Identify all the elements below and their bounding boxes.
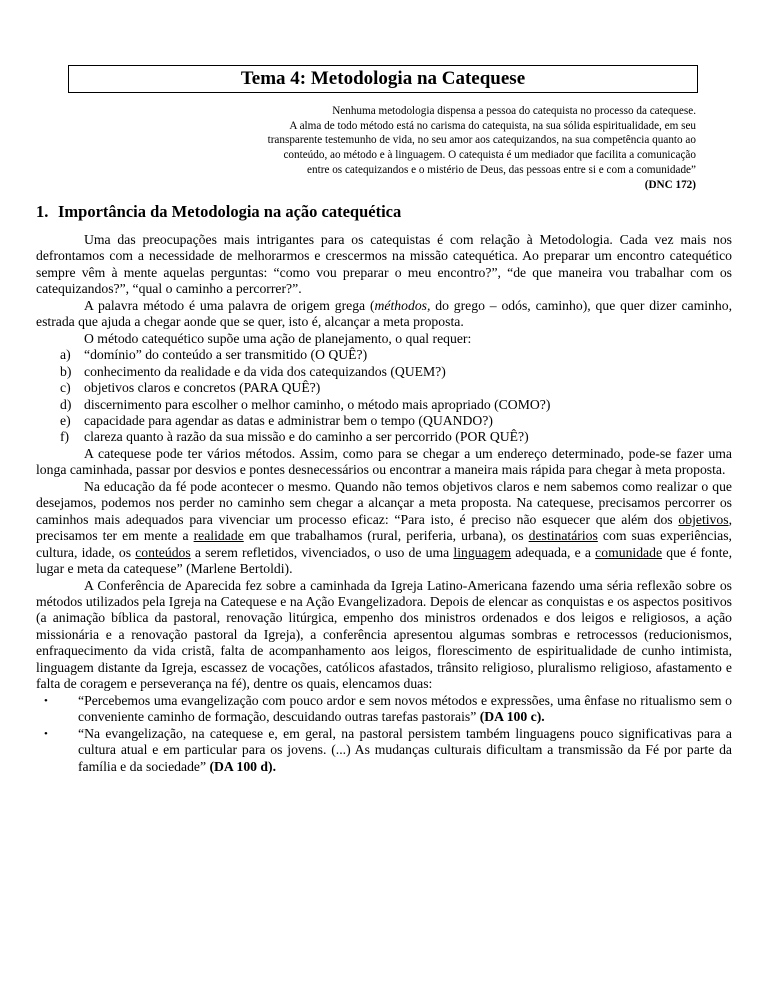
list-label: e) [60,412,71,428]
epigraph-reference: (DNC 172) [644,178,696,191]
list-item [36,380,732,396]
section-heading-text: Importância da Metodologia na ação catequética [58,202,402,221]
paragraph-2-part: A palavra método é uma palavra de origem grega ( [84,297,375,313]
list-label: b) [60,363,72,379]
epigraph-line: entre os catequizandos e o mistério de Deus, das pessoas entre si e com a comunidade” [307,163,696,176]
epigraph-line: transparente testemunho de vida, no seu amor aos catequizandos, na sua competência quanto ao [267,134,696,147]
underlined-term: comunidade [595,544,663,560]
section-heading [36,202,401,222]
section-number: 1. [36,202,49,221]
bullet-icon: • [44,694,48,707]
paragraph-4: A catequese pode ter vários métodos. Assim, como para se chegar a um endereço determinado, pode-se fazer uma longa caminhada, passar por desvios e pontes desnecessários ou encontrar a maneira mais rápida para chegar à meta proposta. [36,445,732,478]
paragraph-5-part: em que trabalhamos (rural, periferia, urbana), os [243,528,529,544]
list-item [36,429,732,445]
requirements-list [36,347,732,446]
underlined-term: destinatários [528,528,598,544]
list-item [36,693,732,726]
paragraph-3: O método catequético supõe uma ação de planejamento, o qual requer: [84,330,472,346]
list-item-text: discernimento para escolher o melhor caminho, o método mais apropriado (COMO?) [84,396,551,412]
quote-text: “Percebemos uma evangelização com pouco ardor e sem novos métodos e expressões, uma ênfase no ritualismo sem o conveniente caminho de formação, descuidando outras tarefas pastorais” [78,692,732,725]
epigraph [176,104,696,192]
list-item-text: “domínio” do conteúdo a ser transmitido (O QUÊ?) [84,347,368,363]
paragraph-5-part: a serem refletidos, vivenciados, o uso de uma [190,544,454,560]
epigraph-line: conteúdo, ao método e à linguagem. O catequista é um mediador que facilita a comunicação [283,149,696,162]
list-item-text: objetivos claros e concretos (PARA QUÊ?) [84,380,321,396]
paragraph-5 [36,479,732,578]
paragraph-6: A Conferência de Aparecida fez sobre a caminhada da Igreja Latino-Americana fazendo uma séria reflexão sobre os métodos utilizados pela Igreja na Catequese e na Ação Evangelizadora. Depois de elencar as conquistas e os aspectos positivos (a animação bíblica da pastoral, renovação litúrgica, empenho dos ministros ordenados e dos leigos e religiosos, a ação missionária e a renovação pastoral da Igreja), a conferência apresentou algumas sombras e retrocessos (reducionismos, enfraquecimento da vida cristã, falta de acompanhamento aos leigos, florescimento de espiritualidade de cunho intimista, linguagem distante da Igreja, escassez de vocações, católicos afastados, trânsito religioso, pluralismo religioso, afastamento e falta de coragem e perseverança na fé), dentre os quais, elencamos duas: [36,577,732,692]
paragraph-5-part: que é fonte, lugar e meta da catequese” (Marlene Bertoldi). [36,544,732,577]
quote-reference: (DA 100 c). [479,709,545,725]
underlined-term: objetivos [678,511,729,527]
paragraph-2 [36,298,732,331]
list-item [36,347,732,363]
list-label: d) [60,396,72,412]
epigraph-line: Nenhuma metodologia dispensa a pessoa do catequista no processo da catequese. [332,105,696,117]
quote-reference: (DA 100 d). [209,758,277,774]
page-title: Tema 4: Metodologia na Catequese [240,68,526,89]
paragraph-5-part: adequada, e a [511,544,596,560]
paragraph-2-part: do grego – odós, caminho), que quer dizer caminho, estrada que ajuda a chegar aonde que se quer, isto é, alcançar a meta proposta. [36,297,732,330]
list-item [36,397,732,413]
list-item [36,726,732,775]
quote-text: “Na evangelização, na catequese e, em geral, na pastoral persistem também linguagens pouco significativas para a cultura atual e em particular para os jovens. (...) As mudanças culturais dificultam a transmissão da Fé por parte da família e da sociedade” [78,725,732,774]
paragraph-5-part: com suas experiências, cultura, idade, os [36,528,732,560]
list-label: c) [60,380,71,396]
underlined-term: realidade [193,528,244,544]
paragraph-2-italic: méthodos, [374,297,431,313]
list-item-text: capacidade para agendar as datas e administrar bem o tempo (QUANDO?) [84,412,493,428]
underlined-term: conteúdos [135,544,191,560]
list-label: f) [60,429,70,445]
epigraph-line: A alma de todo método está no carisma do catequista, na sua sólida espiritualidade, em seu [289,119,696,132]
paragraph-1: Uma das preocupações mais intrigantes para os catequistas é com relação à Metodologia. Cada vez mais nos defrontamos com a necessidade de melhorarmos e crescermos na missão catequética. Ao preparar um encontro catequético sempre vêm à mente aquelas perguntas: “como vou preparar o meu encontro?”, “de que maneira vou trabalhar com os catequizandos?”, “qual o caminho a percorrer?”. [36,232,732,297]
list-item [36,413,732,429]
list-item-text: conhecimento da realidade e da vida dos catequizandos (QUEM?) [84,363,446,379]
paragraph-5-part: , precisamos ter em mente a [36,511,732,544]
quotes-list [36,693,732,775]
list-label: a) [60,347,71,363]
paragraph-5-part: Na educação da fé pode acontecer o mesmo. Quando não temos objetivos claros e nem sabemos como realizar o que desejamos, podemos nos perder no caminho sem chegar a alcançar a meta proposta. Na catequese, precisamos percorrer os caminhos mais adequados para vivenciar um processo eficaz: “Para isto, é preciso não esquecer que além dos [36,478,732,527]
list-item [36,364,732,380]
list-item-text: clareza quanto à razão da sua missão e do caminho a ser percorrido (POR QUÊ?) [84,429,529,445]
body-text [36,232,732,775]
title-box [68,65,698,93]
bullet-icon: • [44,727,48,740]
underlined-term: linguagem [453,544,512,560]
